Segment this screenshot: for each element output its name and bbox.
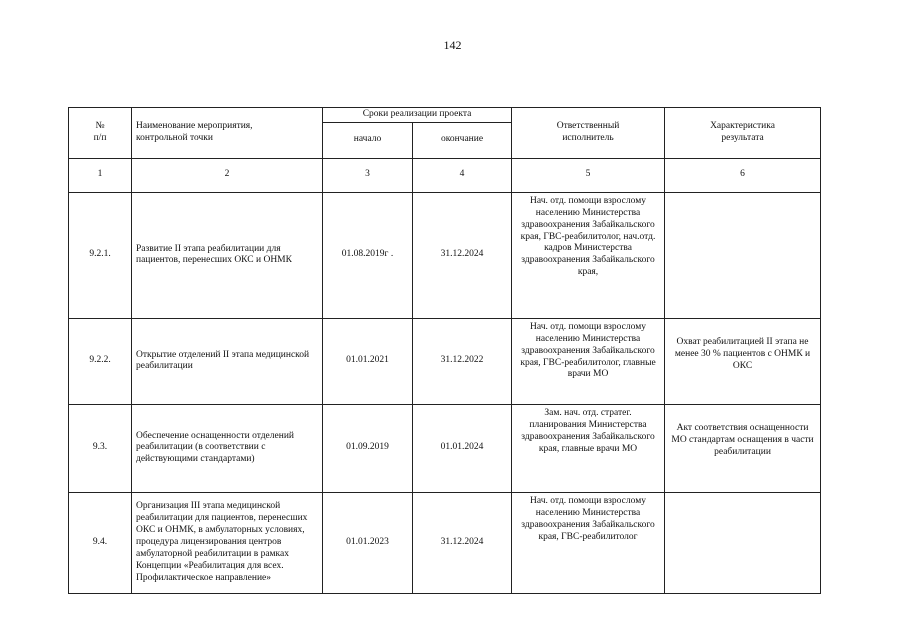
row-end: 31.12.2024 <box>413 492 512 593</box>
column-number: 3 <box>323 158 413 192</box>
row-responsible: Нач. отд. помощи взрослому населению Министерства здравоохранения Забайкальского края, ГВС-реабилитолог, нач.отд. кадров Министерства здравоохранения Забайкальского края, <box>512 192 665 318</box>
row-start: 01.01.2021 <box>323 318 413 404</box>
column-number: 1 <box>69 158 132 192</box>
header-start: начало <box>323 122 413 158</box>
table-row <box>69 192 821 318</box>
row-result <box>665 492 821 593</box>
header-name: Наименование мероприятия, контрольной точки <box>132 108 323 159</box>
row-num: 9.2.2. <box>69 318 132 404</box>
row-end: 31.12.2024 <box>413 192 512 318</box>
column-number: 2 <box>132 158 323 192</box>
header-result: Характеристика результата <box>665 108 821 159</box>
row-num: 9.3. <box>69 404 132 492</box>
row-result: Охват реабилитацией II этапа не менее 30 % пациентов с ОНМК и ОКС <box>665 318 821 404</box>
row-result <box>665 192 821 318</box>
row-start: 01.09.2019 <box>323 404 413 492</box>
row-name: Открытие отделений II этапа медицинской реабилитации <box>132 318 323 404</box>
row-name: Обеспечение оснащенности отделений реабилитации (в соответствии с действующими стандартами) <box>132 404 323 492</box>
header-responsible: Ответственный исполнитель <box>512 108 665 159</box>
header-period: Сроки реализации проекта <box>323 108 512 123</box>
row-start: 01.08.2019г . <box>323 192 413 318</box>
row-responsible: Зам. нач. отд. стратег. планирования Министерства здравоохранения Забайкальского края, главные врачи МО <box>512 404 665 492</box>
row-end: 01.01.2024 <box>413 404 512 492</box>
column-number: 4 <box>413 158 512 192</box>
row-end: 31.12.2022 <box>413 318 512 404</box>
page-number: 142 <box>443 38 462 52</box>
table-row <box>69 404 821 492</box>
table-row <box>69 492 821 593</box>
project-plan-table <box>68 107 821 594</box>
table-row <box>69 318 821 404</box>
row-num: 9.4. <box>69 492 132 593</box>
row-responsible: Нач. отд. помощи взрослому населению Министерства здравоохранения Забайкальского края, ГВС-реабилитолог <box>512 492 665 593</box>
row-name: Развитие II этапа реабилитации для пациентов, перенесших ОКС и ОНМК <box>132 192 323 318</box>
row-num: 9.2.1. <box>69 192 132 318</box>
column-number: 6 <box>665 158 821 192</box>
column-number: 5 <box>512 158 665 192</box>
row-name: Организация III этапа медицинской реабилитации для пациентов, перенесших ОКС и ОНМК, в амбулаторных условиях, процедура лицензирования центров амбулаторной реабилитации в рамках Концепции «Реабилитация для всех. Профилактическое направление» <box>132 492 323 593</box>
header-end: окончание <box>413 122 512 158</box>
row-responsible: Нач. отд. помощи взрослому населению Министерства здравоохранения Забайкальского края, ГВС-реабилитолог, главные врачи МО <box>512 318 665 404</box>
column-number-row <box>69 158 821 192</box>
header-num: № п/п <box>69 108 132 159</box>
row-result: Акт соответствия оснащенности МО стандартам оснащения в части реабилитации <box>665 404 821 492</box>
row-start: 01.01.2023 <box>323 492 413 593</box>
